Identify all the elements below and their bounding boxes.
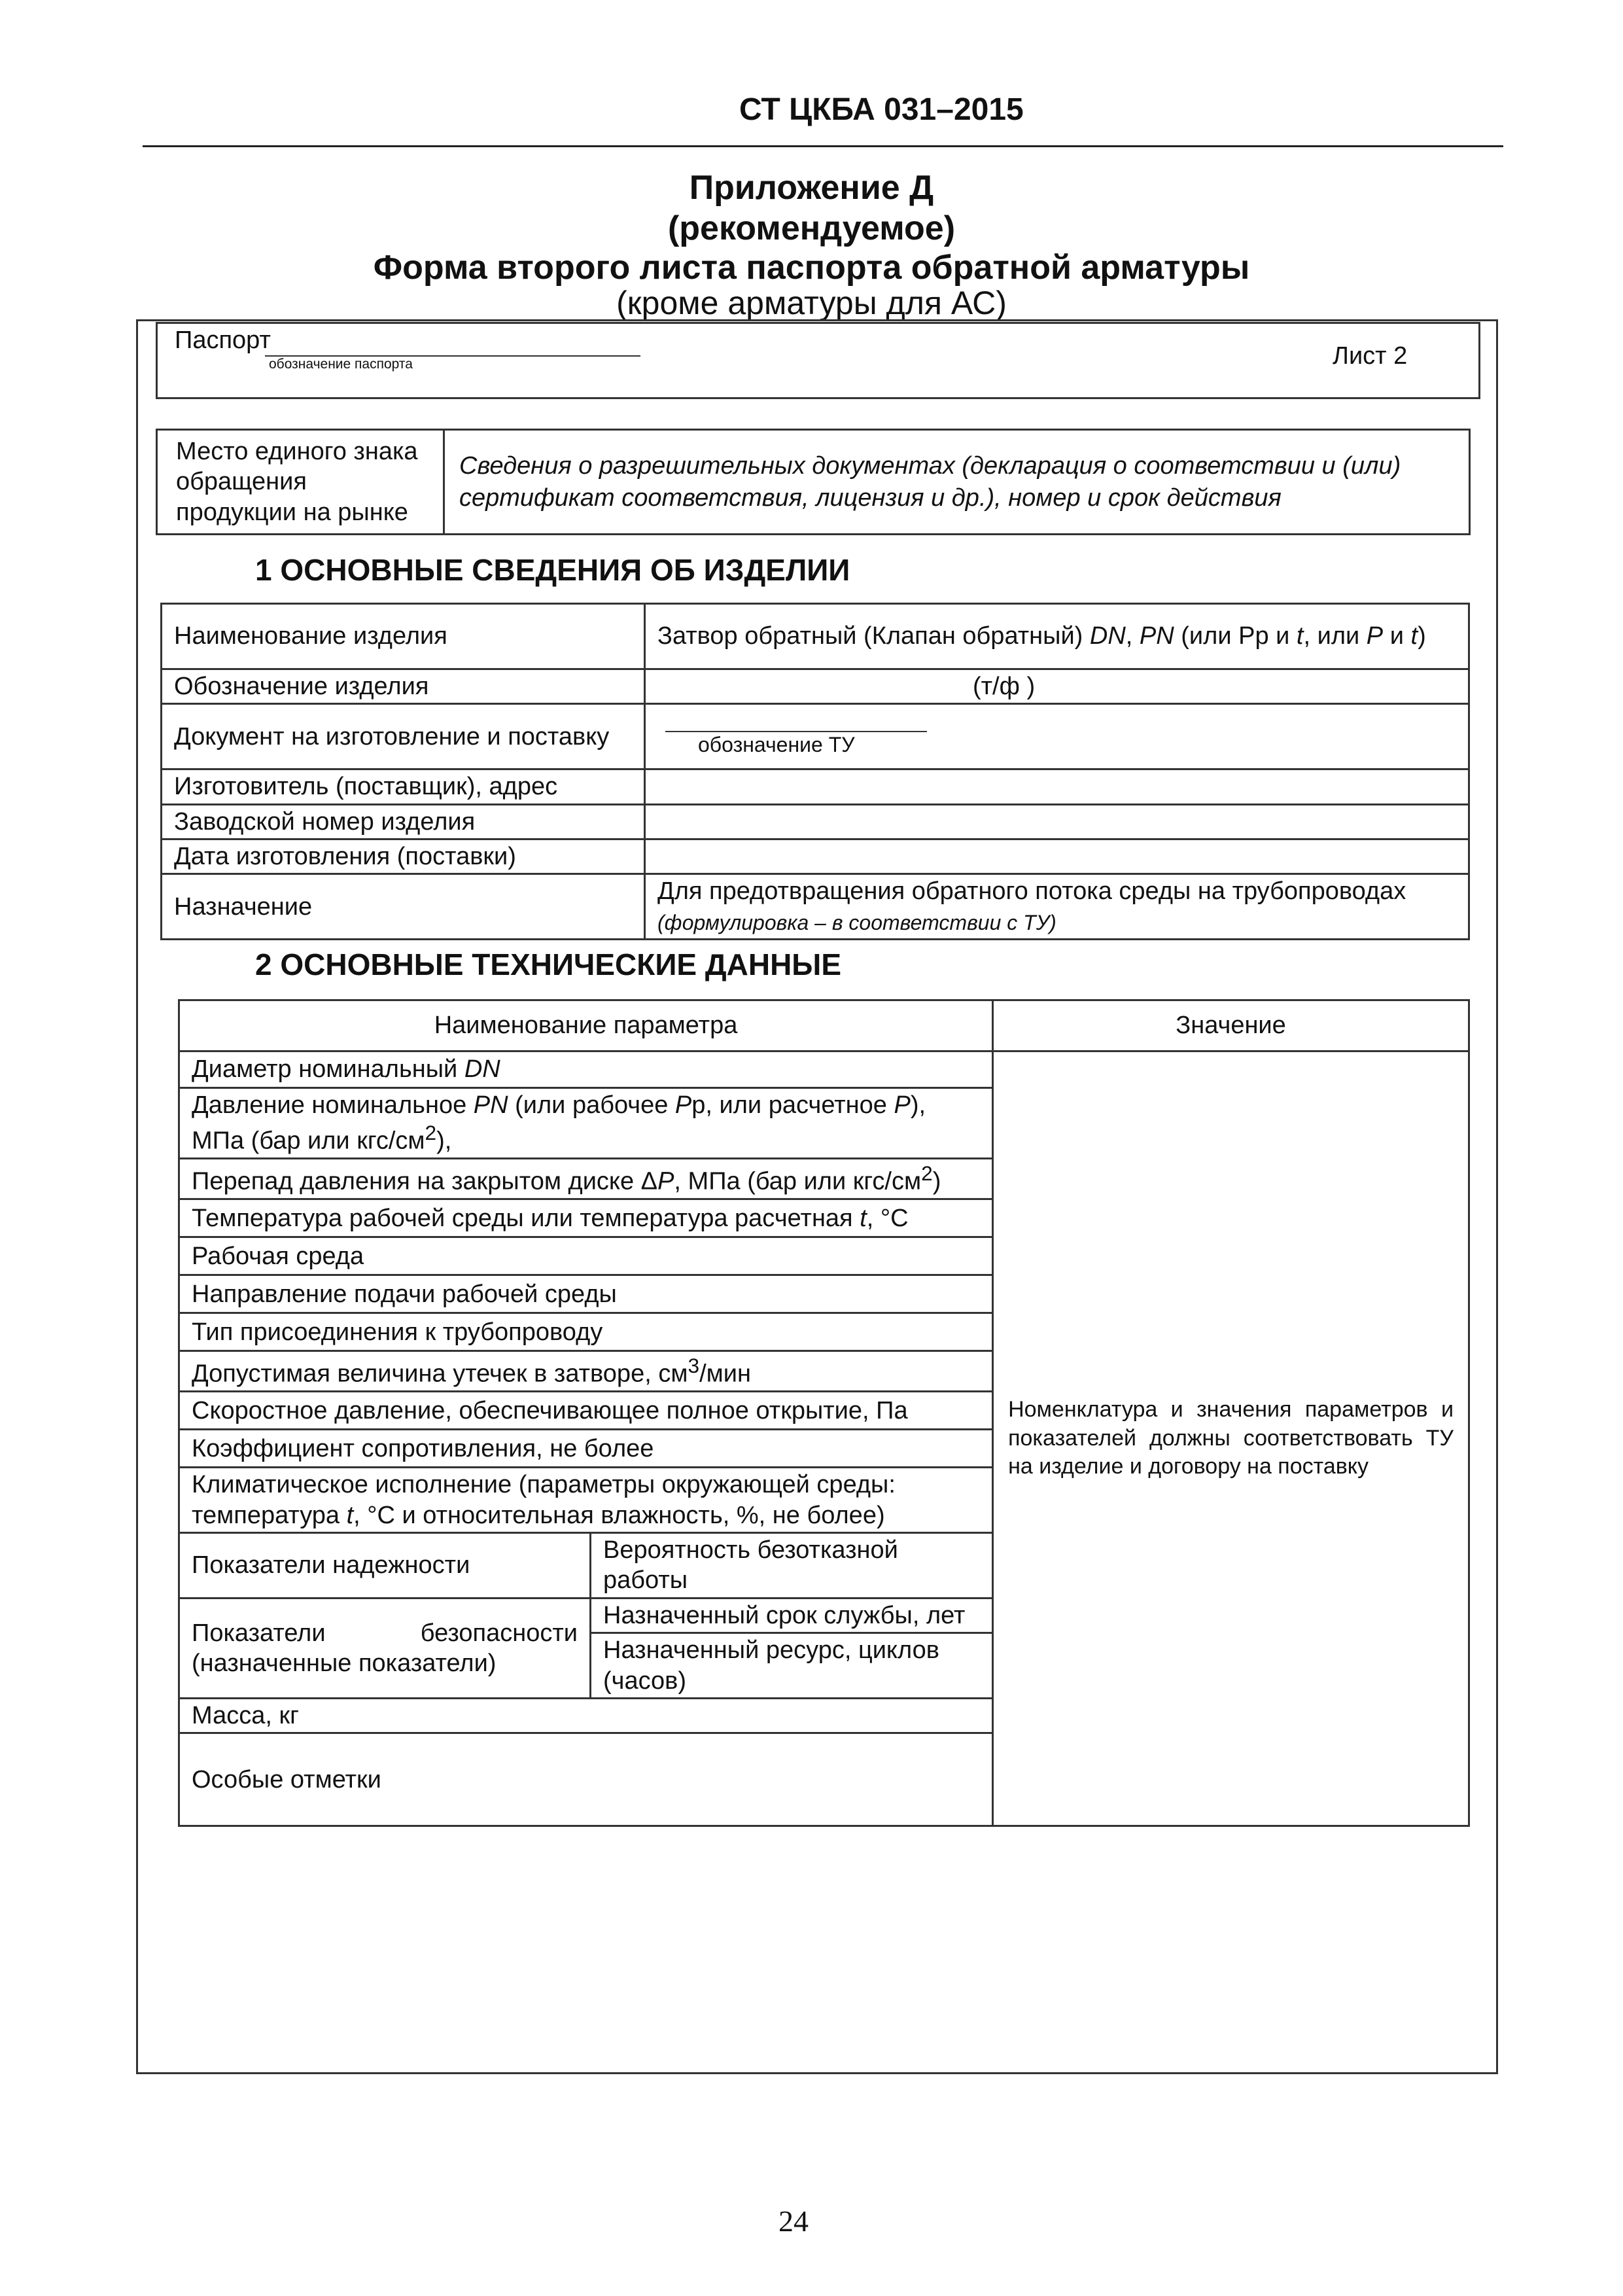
tu-designation-label: обозначение ТУ: [698, 733, 855, 757]
value-note: Номенклатура и значения параметров и показателей должны соответствовать ТУ на изделие и договору на поставку: [993, 1051, 1469, 1826]
section1-heading: 1 ОСНОВНЫЕ СВЕДЕНИЯ ОБ ИЗДЕЛИИ: [255, 553, 850, 587]
passport-label: Паспорт: [175, 327, 271, 354]
manufacture-date-label: Дата изготовления (поставки): [162, 839, 645, 874]
page-number: 24: [778, 2204, 809, 2238]
param-mass: Масса, кг: [179, 1698, 993, 1733]
reliability-label: Показатели надежности: [179, 1533, 591, 1598]
technical-data-table: [178, 999, 1470, 1827]
certificate-table: [156, 429, 1471, 535]
param-leakage: Допустимая величина утечек в затворе, $см^3$/мин: [179, 1351, 993, 1392]
assigned-resource: Назначенный ресурс, циклов (часов): [591, 1633, 993, 1699]
value-header: Значение: [993, 1000, 1469, 1051]
manufacturing-doc-value: [645, 704, 1469, 769]
market-mark-cell: Место единого знака обращения продукции на рынке: [157, 430, 444, 535]
passport-sublabel: обозначение паспорта: [269, 357, 413, 372]
serial-number-label: Заводской номер изделия: [162, 804, 645, 839]
safety-label: Показатели безопасности (назначенные показатели): [179, 1598, 591, 1698]
manufacture-date-value: [645, 839, 1469, 874]
param-pressure-drop: Перепад давления на закрытом диске ΔР, МПа (бар или кгс/$см^2$): [179, 1159, 993, 1199]
product-info-table: [160, 603, 1470, 940]
param-medium: Рабочая среда: [179, 1237, 993, 1275]
service-life: Назначенный срок службы, лет: [591, 1598, 993, 1633]
manufacturer-value: [645, 769, 1469, 804]
param-connection-type: Тип присоединения к трубопроводу: [179, 1313, 993, 1351]
serial-number-value: [645, 804, 1469, 839]
purpose-value: Для предотвращения обратного потока среды на трубопроводах (формулировка – в соответствии с ТУ): [645, 874, 1469, 940]
form-title: Форма второго листа паспорта обратной арматуры: [373, 249, 1250, 287]
header-rule: [143, 145, 1503, 147]
manufacturer-label: Изготовитель (поставщик), адрес: [162, 769, 645, 804]
manufacturing-doc-label: Документ на изготовление и поставку: [162, 704, 645, 769]
param-flow-direction: Направление подачи рабочей среды: [179, 1275, 993, 1313]
param-resistance: Коэффициент сопротивления, не более: [179, 1430, 993, 1468]
appendix-title: Приложение Д: [689, 169, 934, 207]
special-notes: Особые отметки: [179, 1733, 993, 1826]
param-dn: Диаметр номинальный DN: [179, 1051, 993, 1088]
section2-heading: 2 ОСНОВНЫЕ ТЕХНИЧЕСКИЕ ДАННЫЕ: [255, 947, 842, 981]
product-designation-label: Обозначение изделия: [162, 669, 645, 704]
appendix-status: (рекомендуемое): [667, 209, 956, 247]
product-designation-value: (т/ф ): [645, 669, 1469, 704]
form-subtitle: (кроме арматуры для АС): [616, 285, 1007, 321]
permit-docs-cell: Сведения о разрешительных документах (декларация о соответствии и (или) сертификат соответствия, лицензия и др.), номер и срок действия: [444, 430, 1470, 535]
passport-box: [156, 322, 1480, 399]
product-name-value: Затвор обратный (Клапан обратный) DN, PN (или Рр и t, или Р и t): [645, 604, 1469, 669]
param-name-header: Наименование параметра: [179, 1000, 993, 1051]
param-climatic: Климатическое исполнение (параметры окружающей среды: температура t, °С и относительная влажность, %, не более): [179, 1468, 993, 1533]
reliability-value: Вероятность безотказной работы: [591, 1533, 993, 1598]
param-temperature: Температура рабочей среды или температура расчетная t, °С: [179, 1199, 993, 1237]
param-pressure: Давление номинальное PN (или рабочее Рр, или расчетное Р), МПа (бар или кгс/$см^2$),: [179, 1088, 993, 1159]
standard-number: СТ ЦКБА 031–2015: [739, 92, 1024, 127]
param-velocity-pressure: Скоростное давление, обеспечивающее полное открытие, Па: [179, 1392, 993, 1430]
product-name-label: Наименование изделия: [162, 604, 645, 669]
sheet-number: Лист 2: [1333, 342, 1408, 370]
purpose-label: Назначение: [162, 874, 645, 940]
